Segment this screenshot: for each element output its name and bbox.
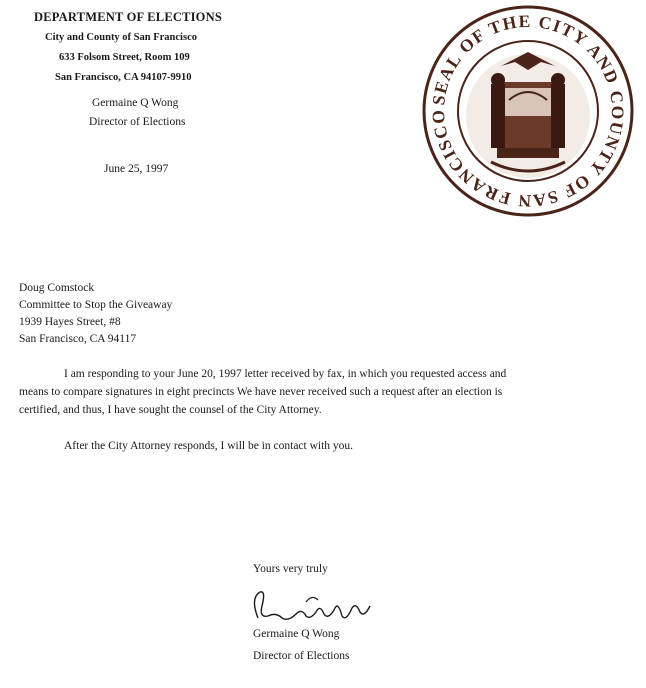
body-paragraph-2: After the City Attorney responds, I will be in contact with you. bbox=[64, 440, 354, 452]
recipient-city-state-zip: San Francisco, CA 94117 bbox=[19, 333, 137, 345]
seal-text: SEAL OF THE CITY AND COUNTY OF SAN FRANCISCO bbox=[427, 10, 629, 212]
letterhead-street: 633 Folsom Street, Room 109 bbox=[59, 52, 190, 63]
recipient-organization: Committee to Stop the Giveaway bbox=[19, 299, 173, 311]
department-heading: DEPARTMENT OF ELECTIONS bbox=[34, 10, 222, 24]
handwritten-signature-icon bbox=[246, 588, 376, 628]
signer-name: Germaine Q Wong bbox=[253, 628, 340, 640]
body-paragraph-1-line-2: means to compare signatures in eight precincts We have never received such a request after an election is bbox=[19, 386, 503, 398]
recipient-street: 1939 Hayes Street, #8 bbox=[19, 316, 121, 328]
recipient-name: Doug Comstock bbox=[19, 282, 95, 294]
letter-date: June 25, 1997 bbox=[104, 163, 169, 175]
letterhead-official-title: Director of Elections bbox=[89, 116, 186, 128]
body-paragraph-1-line-1: I am responding to your June 20, 1997 letter received by fax, in which you requested access and bbox=[64, 368, 507, 380]
body-paragraph-1-line-3: certified, and thus, I have sought the counsel of the City Attorney. bbox=[19, 404, 322, 416]
letterhead-city-state-zip: San Francisco, CA 94107-9910 bbox=[55, 72, 192, 83]
signer-title: Director of Elections bbox=[253, 650, 350, 662]
letterhead-city: City and County of San Francisco bbox=[45, 32, 197, 43]
letterhead-official-name: Germaine Q Wong bbox=[92, 97, 179, 109]
city-seal-icon bbox=[421, 4, 635, 218]
closing-salutation: Yours very truly bbox=[253, 563, 328, 575]
